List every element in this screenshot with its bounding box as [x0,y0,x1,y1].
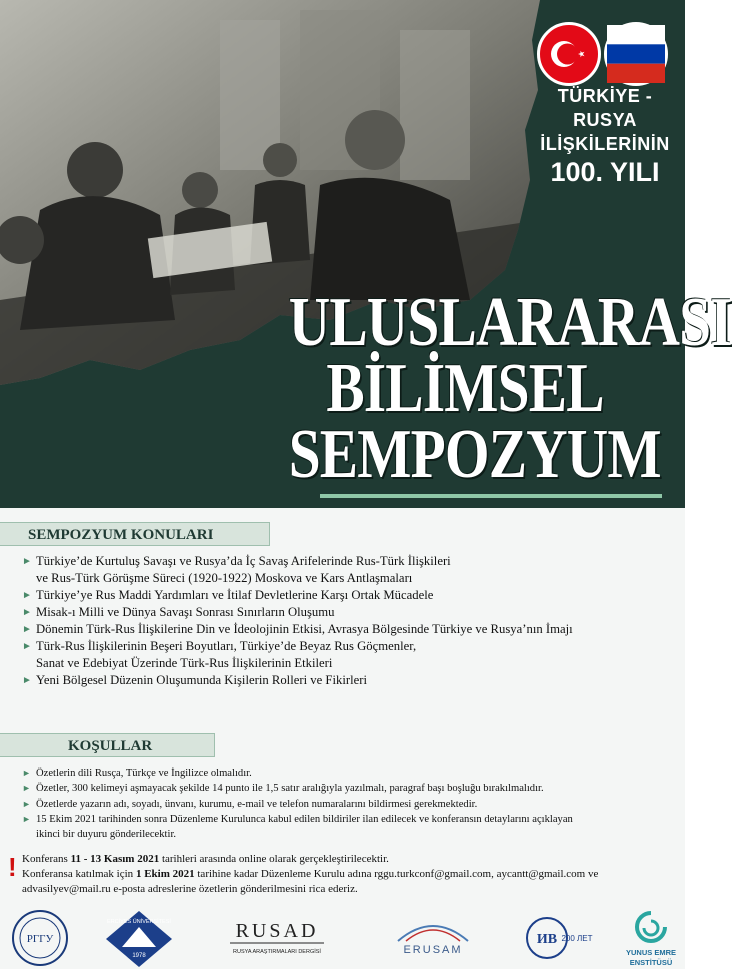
bullet-arrow-icon: ► [22,768,31,778]
title-line-2: BİLİMSEL [326,350,604,427]
topic-item-continued: ve Rus-Türk Görüşme Süreci (1920-1922) Moskova ve Kars Antlaşmaları [36,571,413,585]
rggu-logo [10,909,70,967]
svg-text:200 ЛЕТ: 200 ЛЕТ [561,934,593,943]
condition-item-continued: ikinci bir duyuru gönderilecektir. [36,829,177,841]
header-line-1: TÜRKİYE - RUSYA [557,86,653,130]
bullet-arrow-icon: ► [22,675,32,686]
bullet-arrow-icon: ► [22,556,32,567]
erciyes-university-logo [100,907,178,969]
russia-flag-icon [604,22,668,86]
svg-text:RUSYA ARAŞTIRMALARI DERGİSİ: RUSYA ARAŞTIRMALARI DERGİSİ [233,949,321,955]
svg-text:YUNUS EMRE: YUNUS EMRE [625,948,677,957]
svg-text:ИВ: ИВ [536,932,558,947]
institute-oriental-studies-logo [525,913,593,963]
bullet-arrow-icon: ► [22,813,31,824]
bullet-arrow-icon: ► [22,798,31,809]
svg-text:RUSAD: RUSAD [235,920,319,942]
rggu-logo-text: РГГУ [26,933,54,945]
bullet-arrow-icon: ► [22,641,32,652]
header-line-3: 100. YILI [550,157,660,187]
notice-line-2: Konferansa katılmak için 1 Ekim 2021 tarihine kadar Düzenleme Kurulu adına rggu.turkconf@gmail.com, aycantt@gmail.com ve [22,868,599,880]
topic-item: ► Misak-ı Milli ve Dünya Savaşı Sonrası Sınırların Oluşumu [22,605,335,619]
exclamation-icon: ! [8,852,17,882]
rusad-logo [222,913,332,963]
page-title [288,284,732,493]
topic-item: ► Türkiye’de Kurtuluş Savaşı ve Rusya’da İç Savaş Arifelerinde Rus-Türk İlişkileri [22,554,451,568]
bullet-arrow-icon: ► [22,590,32,601]
condition-item: ► 15 Ekim 2021 tarihinden sonra Düzenleme Kurulunca kabul edilen bildiriler ilan edilecek ve konferansın detaylarını açıklayan [22,812,662,827]
yunus-emre-institute-logo [620,907,682,969]
notice-line-1: Konferans 11 - 13 Kasım 2021 tarihleri arasında online olarak gerçekleştirilecektir. [22,853,389,865]
svg-text:1978: 1978 [132,953,146,959]
svg-text:ERUSAM: ERUSAM [403,944,463,956]
title-underline [320,494,662,498]
bullet-arrow-icon: ► [22,783,31,794]
partner-logos [0,903,685,969]
topics-heading: SEMPOZYUM KONULARI [0,522,270,546]
topics-list [22,553,672,689]
topic-item: ► Türkiye’ye Rus Maddi Yardımları ve İtilaf Devletlerine Karşı Ortak Mücadele [22,588,434,602]
conditions-list [22,766,662,842]
conference-notice [8,852,662,897]
header-line-2: İLİŞKİLERİNİN [540,134,670,154]
topic-item: ► Dönemin Türk-Rus İlişkilerine Din ve İdeolojinin Etkisi, Avrasya Bölgesinde Türkiye ve Rusya’nın İmajı [22,622,573,636]
topic-item: ► Türk-Rus İlişkilerinin Beşeri Boyutları, Türkiye’de Beyaz Rus Göçmenler, [22,639,417,653]
turkey-flag-icon [537,22,601,86]
conditions-heading: KOŞULLAR [0,733,215,757]
title-line-3: SEMPOZYUM [288,416,661,493]
condition-item: ► Özetlerin dili Rusça, Türkçe ve İngilizce olmalıdır. [22,766,662,781]
erusam-logo [388,913,478,963]
topic-item-continued: Sanat ve Edebiyat Üzerinde Türk-Rus İlişkilerinin Etkileri [36,656,333,670]
notice-line-3: advasilyev@mail.ru e-posta adreslerine özetlerin gönderilmesini rica ederiz. [22,883,358,895]
bullet-arrow-icon: ► [22,607,32,618]
topic-item: ► Yeni Bölgesel Düzenin Oluşumunda Kişilerin Rolleri ve Fikirleri [22,673,368,687]
svg-text:ENSTİTÜSÜ: ENSTİTÜSÜ [629,958,673,967]
condition-item: ► Özetlerde yazarın adı, soyadı, ünvanı, kurumu, e-mail ve telefon numaralarını bildirmesi gerekmektedir. [22,797,662,812]
bullet-arrow-icon: ► [22,624,32,635]
condition-item: ► Özetler, 300 kelimeyi aşmayacak şekilde 14 punto ile 1,5 satır aralığıyla yazılmalı, paragraf başı boşluğu bırakılmalıdır. [22,781,662,796]
title-line-1: ULUSLARARASI [288,284,732,361]
anniversary-header [525,84,685,188]
svg-text:ERCİYES ÜNİVERSİTESİ: ERCİYES ÜNİVERSİTESİ [107,919,171,925]
